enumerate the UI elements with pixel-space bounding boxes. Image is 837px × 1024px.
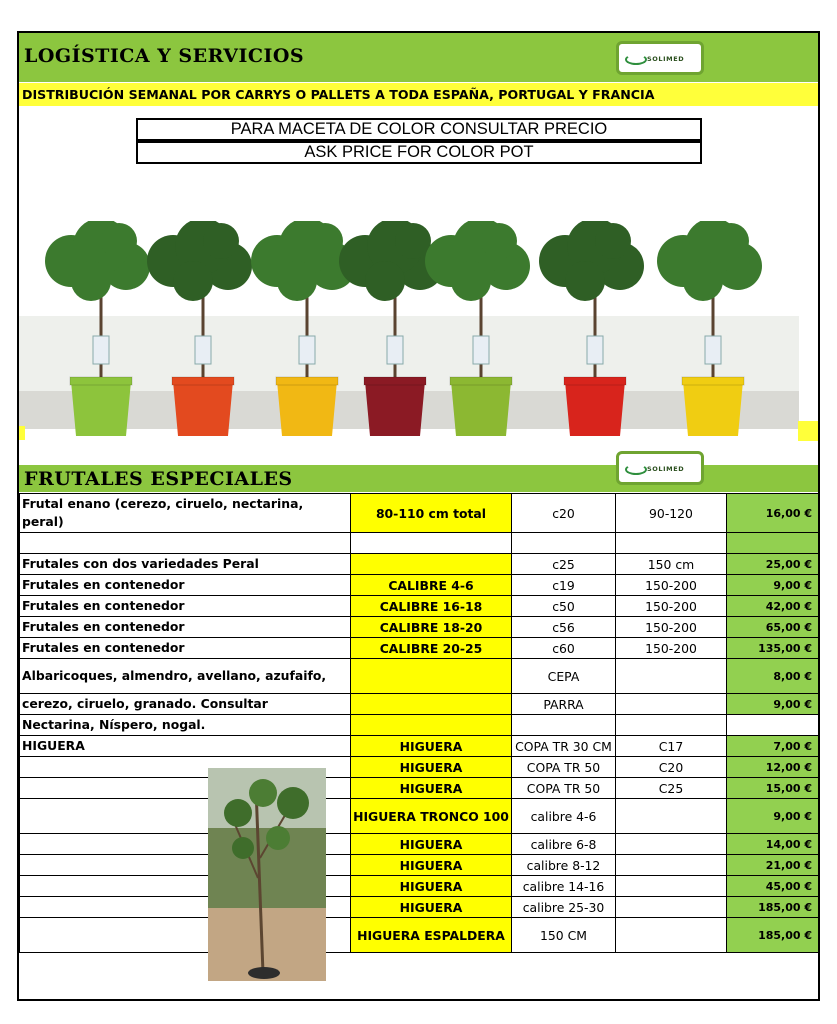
row-caliber: HIGUERA [351,834,512,855]
row-caliber: HIGUERA [351,876,512,897]
row-caliber: HIGUERA [351,736,512,757]
row-container: c56 [512,617,616,638]
row-size [616,876,727,897]
row-caliber [351,554,512,575]
table-row [20,494,819,533]
row-price: 7,00 € [727,736,819,757]
row-container: c19 [512,575,616,596]
row-description: Frutales en contenedor [20,596,351,617]
row-price: 9,00 € [727,799,819,834]
table-row [20,617,819,638]
row-size [616,694,727,715]
row-size [616,659,727,694]
row-caliber: HIGUERA [351,757,512,778]
row-caliber: HIGUERA [351,778,512,799]
row-size [616,834,727,855]
row-container: calibre 14-16 [512,876,616,897]
row-size [616,897,727,918]
row-price: 12,00 € [727,757,819,778]
row-price: 42,00 € [727,596,819,617]
row-price: 16,00 € [727,494,819,533]
row-caliber: HIGUERA TRONCO 100 [351,799,512,834]
row-size [616,918,727,953]
row-description: Nectarina, Níspero, nogal. [20,715,351,736]
row-size: 150-200 [616,638,727,659]
row-caliber: HIGUERA ESPALDERA [351,918,512,953]
row-description: Frutales en contenedor [20,575,351,596]
logo-text: SOLIMED [647,465,685,473]
row-container: PARRA [512,694,616,715]
row-container: 150 CM [512,918,616,953]
header-title: LOGÍSTICA Y SERVICIOS [24,45,305,67]
row-size: C20 [616,757,727,778]
row-price: 185,00 € [727,918,819,953]
row-price: 14,00 € [727,834,819,855]
row-price: 185,00 € [727,897,819,918]
table-row [20,757,819,778]
row-caliber: HIGUERA [351,897,512,918]
row-size [616,533,727,554]
row-container: c60 [512,638,616,659]
table-row [20,778,819,799]
row-container: calibre 25-30 [512,897,616,918]
leaf-icon [625,464,647,475]
row-container: c20 [512,494,616,533]
notice-spanish: PARA MACETA DE COLOR CONSULTAR PRECIO [136,118,702,141]
table-row [20,855,819,876]
row-price [727,715,819,736]
row-description: Albaricoques, almendro, avellano, azufaifo, [20,659,351,694]
row-caliber: CALIBRE 16-18 [351,596,512,617]
row-caliber: 80-110 cm total [351,494,512,533]
potted-fruit-trees-photo [19,221,818,441]
row-caliber [351,715,512,736]
row-size: 150-200 [616,617,727,638]
row-container: calibre 8-12 [512,855,616,876]
row-description: Frutales con dos variedades Peral [20,554,351,575]
row-price: 21,00 € [727,855,819,876]
row-size: 150-200 [616,596,727,617]
row-container: c50 [512,596,616,617]
price-table [19,493,819,953]
row-price: 135,00 € [727,638,819,659]
row-price: 9,00 € [727,575,819,596]
row-price: 65,00 € [727,617,819,638]
logo-text: SOLIMED [647,55,685,63]
row-container: CEPA [512,659,616,694]
row-description [20,533,351,554]
row-price: 8,00 € [727,659,819,694]
row-price: 9,00 € [727,694,819,715]
row-price [727,533,819,554]
row-size [616,855,727,876]
row-size: 90-120 [616,494,727,533]
row-size: C25 [616,778,727,799]
table-row [20,736,819,757]
row-price: 45,00 € [727,876,819,897]
notice-english: ASK PRICE FOR COLOR POT [136,141,702,164]
row-size [616,715,727,736]
fig-tree-photo [208,768,326,981]
row-description: HIGUERA [20,736,351,757]
row-caliber [351,694,512,715]
table-row [20,799,819,834]
solimed-logo-section [616,451,704,485]
table-row [20,638,819,659]
table-row [20,533,819,554]
distribution-text: DISTRIBUCIÓN SEMANAL POR CARRYS O PALLETS A TODA ESPAÑA, PORTUGAL Y FRANCIA [22,87,655,102]
table-row [20,897,819,918]
row-description: cerezo, ciruelo, granado. Consultar [20,694,351,715]
row-size: C17 [616,736,727,757]
row-caliber: HIGUERA [351,855,512,876]
price-sheet [17,31,820,1001]
row-size [616,799,727,834]
table-row [20,876,819,897]
solimed-logo [616,41,704,75]
table-row [20,554,819,575]
row-size: 150-200 [616,575,727,596]
table-row [20,715,819,736]
row-caliber [351,659,512,694]
row-caliber: CALIBRE 20-25 [351,638,512,659]
row-description: Frutales en contenedor [20,638,351,659]
row-container: COPA TR 50 [512,757,616,778]
row-caliber: CALIBRE 18-20 [351,617,512,638]
row-price: 15,00 € [727,778,819,799]
row-container [512,533,616,554]
row-container: c25 [512,554,616,575]
row-price: 25,00 € [727,554,819,575]
table-row [20,918,819,953]
row-caliber [351,533,512,554]
table-row [20,575,819,596]
table-row [20,834,819,855]
row-caliber: CALIBRE 4-6 [351,575,512,596]
row-description: Frutal enano (cerezo, ciruelo, nectarina, peral) [20,494,351,533]
table-row [20,694,819,715]
row-container: calibre 4-6 [512,799,616,834]
row-container [512,715,616,736]
row-container: calibre 6-8 [512,834,616,855]
table-row [20,596,819,617]
row-container: COPA TR 50 [512,778,616,799]
section-title: FRUTALES ESPECIALES [24,468,293,490]
row-size: 150 cm [616,554,727,575]
row-container: COPA TR 30 CM [512,736,616,757]
leaf-icon [625,54,647,65]
table-row [20,659,819,694]
row-description: Frutales en contenedor [20,617,351,638]
